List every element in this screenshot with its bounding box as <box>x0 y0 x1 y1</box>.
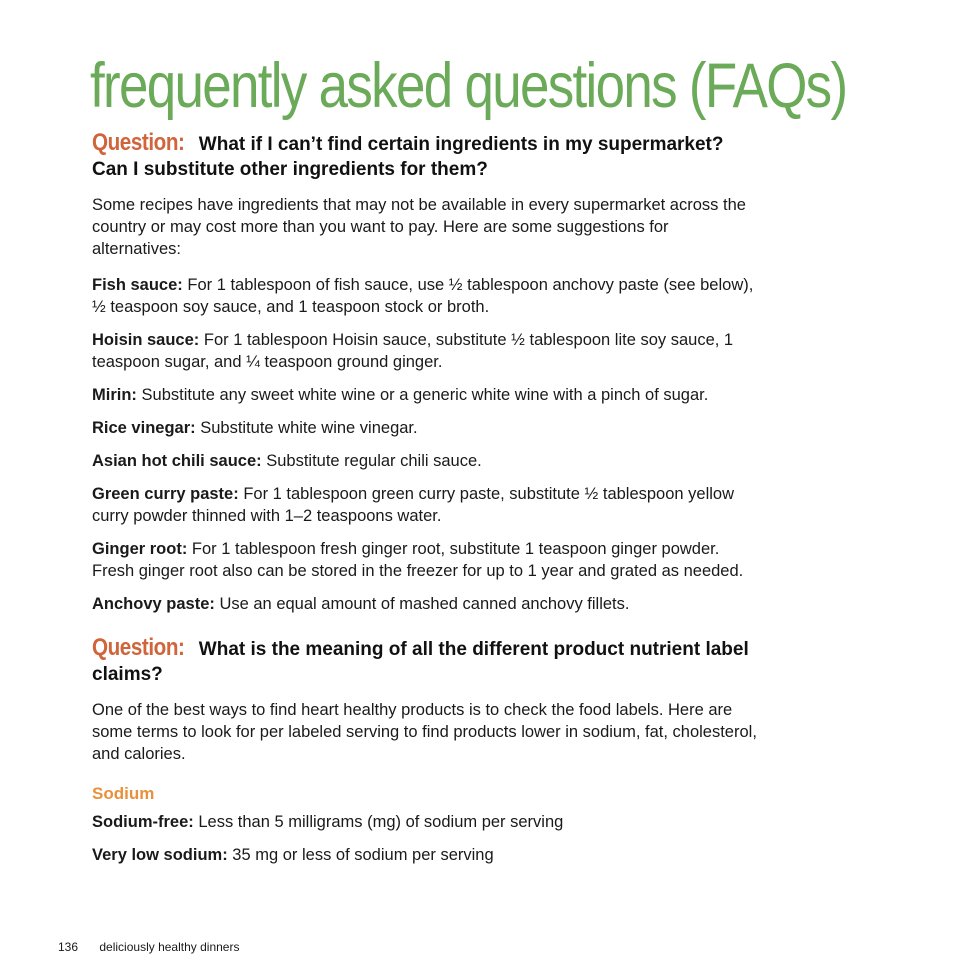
question-2-intro: One of the best ways to find heart healthy products is to check the food labels. Here are some terms to look for per labeled serving to find products lower in sodium, fat, cholesterol, and calories. <box>92 701 757 763</box>
substitution-item <box>92 329 762 373</box>
page-footer <box>58 940 239 954</box>
substitution-item <box>92 483 762 527</box>
question-2 <box>92 635 762 687</box>
item-description: Use an equal amount of mashed canned anchovy fillets. <box>214 595 630 613</box>
item-term: Green curry paste: <box>92 485 239 503</box>
question-1-text: What if I can’t find certain ingredients in my supermarket? Can I substitute other ingredients for them? <box>92 134 724 180</box>
item-term: Asian hot chili sauce: <box>92 452 262 470</box>
item-description: For 1 tablespoon of fish sauce, use ½ tablespoon anchovy paste (see below), ½ teaspoon soy sauce, and 1 teaspoon stock or broth. <box>92 276 754 316</box>
item-term: Very low sodium: <box>92 846 228 864</box>
question-label: Question: <box>92 634 185 661</box>
question-label: Question: <box>92 129 185 156</box>
substitution-item <box>92 384 762 406</box>
section-subhead-sodium: Sodium <box>92 784 155 803</box>
item-description: For 1 tablespoon fresh ginger root, substitute 1 teaspoon ginger powder. Fresh ginger root also can be stored in the freezer for up to 1 year and grated as needed. <box>92 540 744 580</box>
item-description: For 1 tablespoon green curry paste, substitute ½ tablespoon yellow curry powder thinned with 1–2 teaspoons water. <box>92 485 735 525</box>
item-term: Mirin: <box>92 386 137 404</box>
item-term: Ginger root: <box>92 540 188 558</box>
item-term: Sodium-free: <box>92 813 194 831</box>
item-description: Substitute white wine vinegar. <box>195 419 418 437</box>
item-description: Substitute regular chili sauce. <box>261 452 482 470</box>
question-1 <box>92 130 762 182</box>
question-2-text: What is the meaning of all the different product nutrient label claims? <box>92 639 749 685</box>
faq-content <box>92 130 762 866</box>
item-term: Hoisin sauce: <box>92 331 200 349</box>
running-footer-title: deliciously healthy dinners <box>99 940 240 954</box>
substitution-item <box>92 593 762 615</box>
item-term: Anchovy paste: <box>92 595 215 613</box>
item-term: Fish sauce: <box>92 276 183 294</box>
label-claim-item <box>92 844 762 866</box>
item-description: Substitute any sweet white wine or a generic white wine with a pinch of sugar. <box>136 386 709 404</box>
substitution-item <box>92 417 762 439</box>
label-claim-item <box>92 811 762 833</box>
question-1-intro: Some recipes have ingredients that may not be available in every supermarket across the country or may cost more than you want to pay. Here are some suggestions for alternatives: <box>92 196 746 258</box>
page-number: 136 <box>58 940 79 954</box>
item-description: 35 mg or less of sodium per serving <box>227 846 494 864</box>
item-description: Less than 5 milligrams (mg) of sodium per serving <box>193 813 564 831</box>
item-description: For 1 tablespoon Hoisin sauce, substitute ½ tablespoon lite soy sauce, 1 teaspoon sugar, and ¼ teaspoon ground ginger. <box>92 331 734 371</box>
substitution-item <box>92 450 762 472</box>
page-title: frequently asked questions (FAQs) <box>90 51 847 121</box>
substitution-item <box>92 274 762 318</box>
substitution-item <box>92 538 762 582</box>
item-term: Rice vinegar: <box>92 419 196 437</box>
